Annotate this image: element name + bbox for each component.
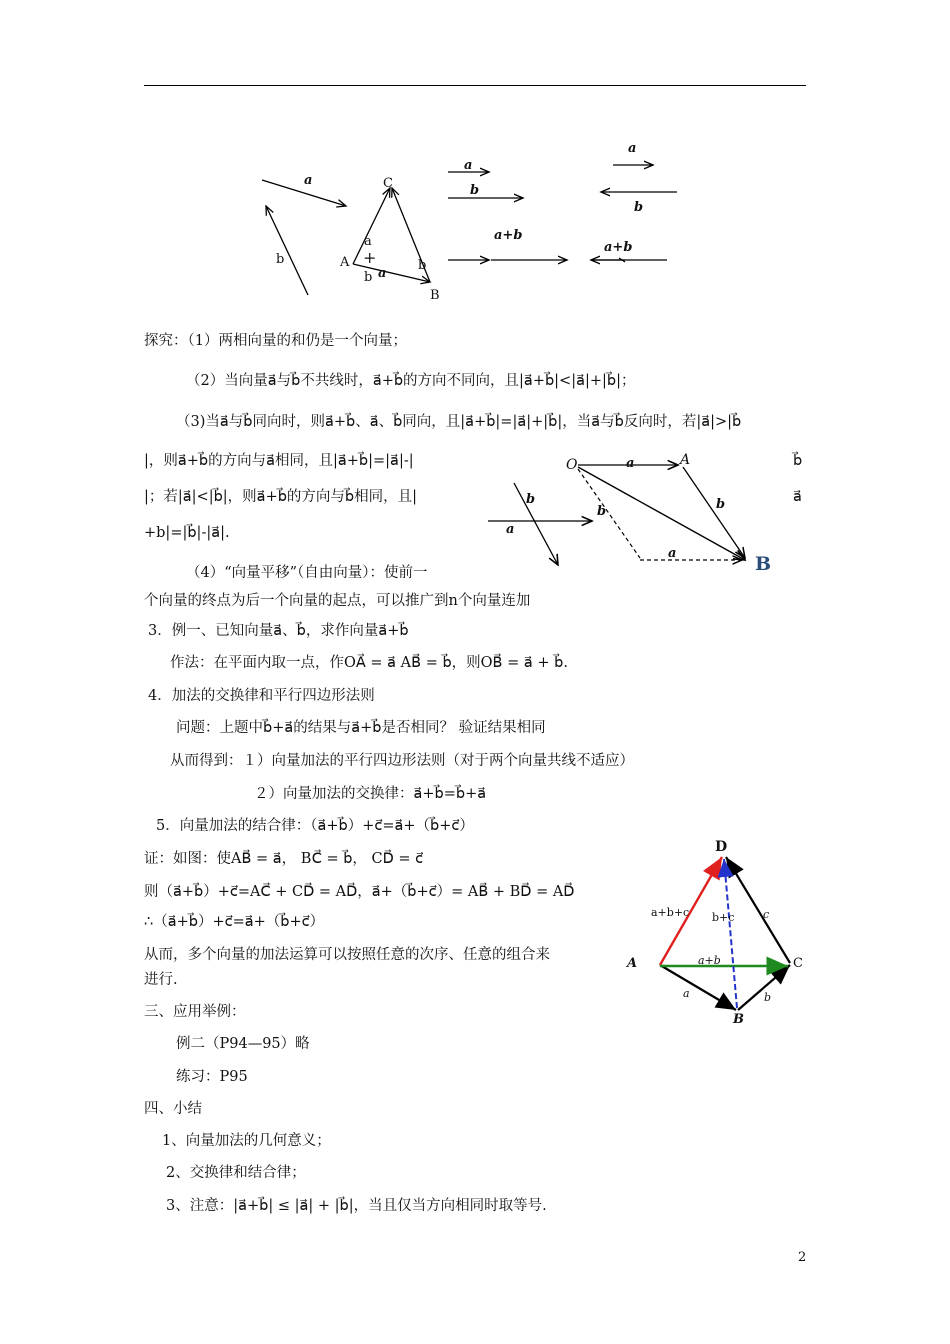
figure-triangle-rule [250,170,450,310]
vector-CD [726,857,790,963]
text-line-3: （3)当a⃗与b⃗同向时，则a⃗+b⃗、a⃗、b⃗同向，且|a⃗+b⃗|=|a⃗|+|b⃗|，当a⃗与b⃗反向时，若|a⃗|>|b⃗ [176,414,742,430]
fig5-label-bc: b+c [712,911,735,924]
text-line-24: 四、小结 [144,1101,202,1117]
fig4-label-a-top: a [626,456,635,471]
fig5-label-ab: a+b [698,954,721,967]
text-line-16: 证：如图：使AB⃗ = a⃗， BC⃗ = b⃗， CD⃗ = c⃗ [144,851,424,867]
text-line-23: 练习：P95 [176,1069,248,1085]
fig1-label-B: B [430,288,440,303]
fig3-label-ab: a+b [604,240,633,255]
page-number: 2 [798,1250,807,1265]
text-line-27: 3、注意：|a⃗+b⃗| ≤ |a⃗| + |b⃗|，当且仅当方向相同时取等号. [166,1198,547,1214]
fig4-label-a-bottom: a [668,546,677,561]
crossing-b [514,483,558,565]
fig3-label-b: b [634,200,644,215]
fig3-label-a: a [628,141,637,156]
text-line-7: （4）“向量平移”（自由向量）：使前一 [186,565,428,581]
text-line-4-right: b⃗ [793,453,803,469]
text-line-18: ∴（a⃗+b⃗）+c⃗=a⃗+（b⃗+c⃗） [144,914,325,930]
fig5-label-D: D [715,839,728,855]
text-line-2: （2）当向量a⃗与b⃗不共线时，a⃗+b⃗的方向不同向，且|a⃗+b⃗|<|a⃗|+|b⃗|； [186,373,636,389]
fig1-label-C: C [383,176,393,191]
fig4-label-b-left: b [597,504,607,519]
fig1-label-a-top: a [364,234,372,249]
vector-b [266,206,308,295]
text-line-8: 个向量的终点为后一个向量的起点，可以推广到n个向量连加 [144,593,531,609]
fig1-label-A: A [340,255,350,270]
text-line-1: 探究：（1）两相向量的和仍是一个向量； [144,333,407,349]
text-line-14: ２）向量加法的交换律：a⃗+b⃗=b⃗+a⃗ [254,786,487,802]
text-line-20: 进行. [144,972,178,988]
text-line-12: 问题：上题中b⃗+a⃗的结果与a⃗+b⃗是否相同？ 验证结果相同 [176,720,546,736]
text-line-6: +b|=|b⃗|-|a⃗|. [144,525,230,541]
text-line-26: 2、交换律和结合律； [166,1165,306,1181]
fig1-label-a: a [304,173,313,188]
fig4-label-a-cross: a [506,522,515,537]
fig4-label-b-right: b [716,497,726,512]
fig4-label-B: B [755,553,772,575]
fig1-label-b-right: b [418,258,427,273]
text-line-11: 4．加法的交换律和平行四边形法则 [148,688,375,704]
fig1-label-a-small: a [378,266,387,281]
vector-BD [724,859,737,1008]
fig5-label-A: A [627,956,638,971]
fig5-label-abc: a+b+c [651,906,690,919]
fig5-label-B: B [733,1012,744,1027]
text-line-22: 例二（P94—95）略 [176,1036,310,1052]
figure-parallelogram [480,455,780,585]
fig5-label-b: b [764,991,772,1004]
vector-AB [683,467,745,558]
fig5-label-a: a [683,987,690,1000]
fig4-label-b-cross: b [526,492,536,507]
header-rule [144,85,806,86]
text-line-21: 三、应用举例： [144,1004,246,1020]
figure-same-direction [445,160,575,270]
vector-O-dashed [578,469,640,558]
text-line-5: |；若|a⃗|<|b⃗|，则a⃗+b⃗的方向与b⃗相同，且| [144,489,417,505]
fig1-label-b-bottom: b [364,270,373,285]
fig5-label-C: C [793,956,803,971]
fig4-label-O: O [566,457,578,473]
text-line-13: 从而得到：１）向量加法的平行四边形法则（对于两个向量共线不适应） [170,753,634,769]
text-line-15: 5．向量加法的结合律：（a⃗+b⃗）+c⃗=a⃗+（b⃗+c⃗） [156,818,474,834]
fig1-label-b: b [276,252,285,267]
fig5-label-c: c [763,908,770,921]
fig2-label-a: a [464,158,473,173]
text-line-25: 1、向量加法的几何意义； [162,1133,331,1149]
text-line-4: |，则a⃗+b⃗的方向与a⃗相同，且|a⃗+b⃗|=|a⃗|-| [144,453,414,469]
text-line-5-right: a⃗ [793,489,802,505]
text-line-10: 作法：在平面内取一点，作OA⃗ = a⃗ AB⃗ = b⃗，则OB⃗ = a⃗ + b⃗. [170,655,568,671]
fig1-plus: + [363,248,377,267]
text-line-9: 3．例一、已知向量a⃗、b⃗，求作向量a⃗+b⃗ [148,623,409,639]
fig2-label-b: b [470,183,480,198]
text-line-17: 则（a⃗+b⃗）+c⃗=AC⃗ + CD⃗ = AD⃗，a⃗+（b⃗+c⃗）= AB⃗ + BD⃗ = AD⃗ [144,884,575,900]
vector-AB [660,965,736,1010]
fig4-label-A: A [680,452,691,468]
fig2-label-ab: a+b [494,228,523,243]
text-line-19: 从而，多个向量的加法运算可以按照任意的次序、任意的组合来 [144,947,550,963]
figure-associative [640,835,820,1035]
